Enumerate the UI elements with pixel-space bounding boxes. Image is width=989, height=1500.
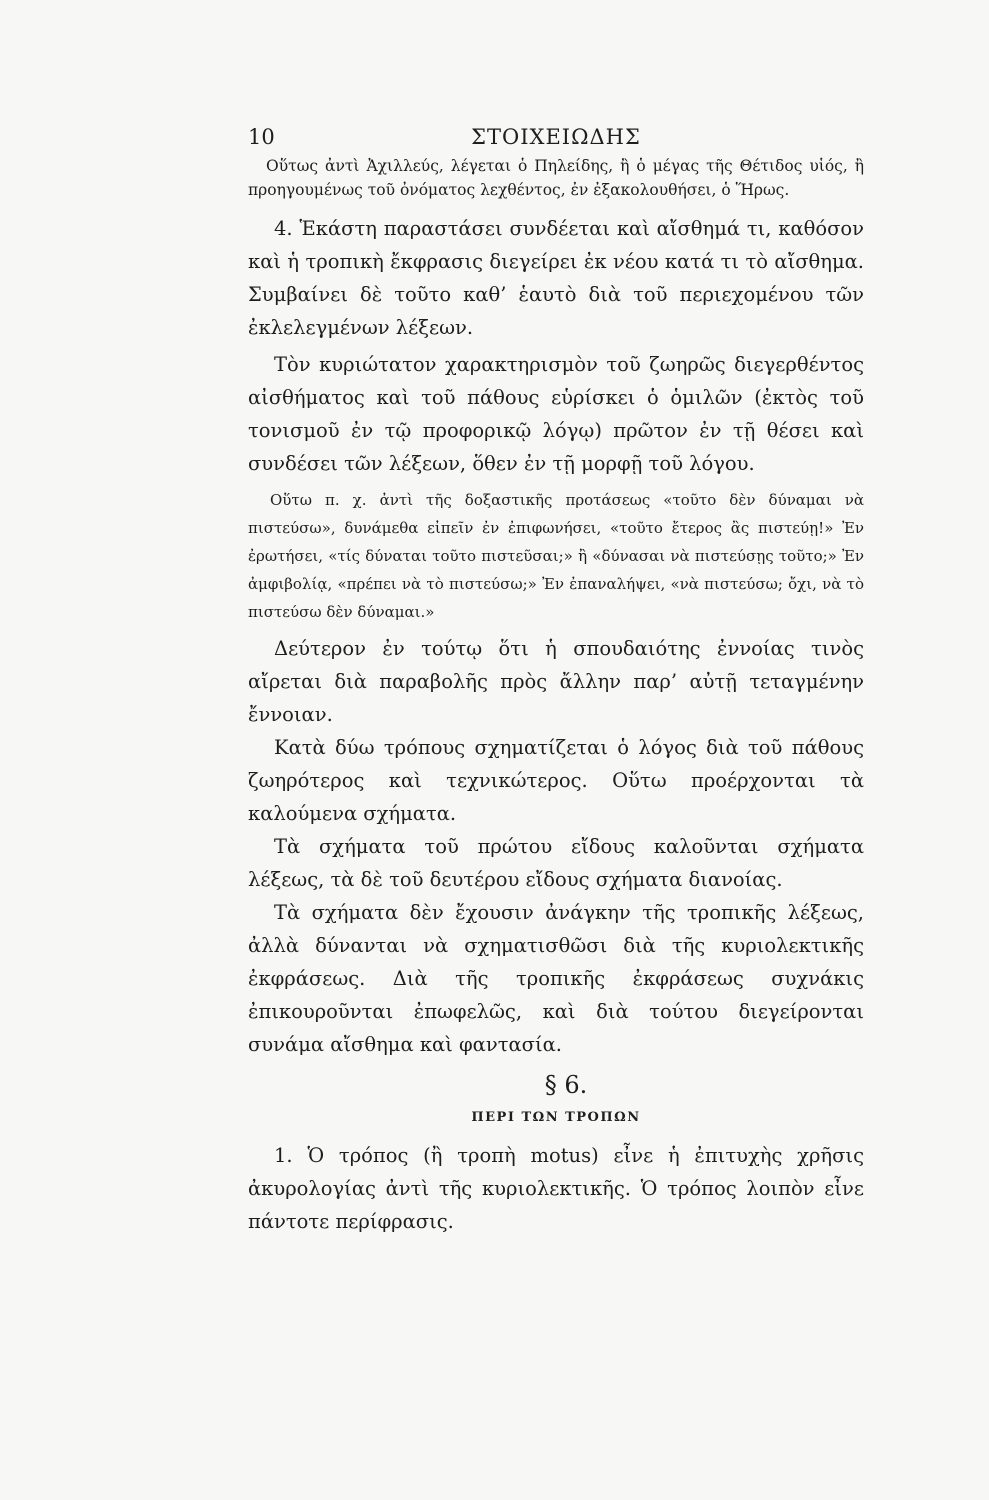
page-header-title: ΣΤΟΙΧΕΙΩΔΗΣ xyxy=(471,125,641,149)
running-head xyxy=(248,120,864,154)
paragraph-second-comparison: Δεύτερον ἐν τούτῳ ὅτι ἡ σπουδαιότης ἐννοίας τινὸς αἴρεται διὰ παραβολῆς πρὸς ἄλλην παρ’ αὐτῇ τεταγμένην ἔννοιαν. xyxy=(248,637,864,726)
paragraph-trope-definition: 1. Ὁ τρόπος (ἢ τροπὴ motus) εἶνε ἡ ἐπιτυχὴς χρῆσις ἀκυρολογίας ἀντὶ τῆς κυριολεκτικῆς. Ὁ τρόπος λοιπὸν εἶνε πάντοτε περίφρασις. xyxy=(248,1144,864,1233)
book-page xyxy=(248,120,864,1238)
paragraph-4-feeling: 4. Ἑκάστη παραστάσει συνδέεται καὶ αἴσθημά τι, καθόσον καὶ ἡ τροπικὴ ἔκφρασις διεγείρει ἐκ νέου κατά τι τὸ αἴσθημα. Συμβαίνει δὲ τοῦτο καθ’ ἑαυτὸ διὰ τοῦ περιεχομένου τῶν ἐκλελεγμένων λέξεων. xyxy=(248,217,864,339)
section-mark: § 6. xyxy=(544,1071,588,1099)
paragraph-examples-quotes: Οὕτω π. χ. ἀντὶ τῆς δοξαστικῆς προτάσεως «τοῦτο δὲν δύναμαι νὰ πιστεύσω», δυνάμεθα εἰπεῖν ἐν ἐπιφωνήσει, «τοῦτο ἔτερος ἂς πιστεύῃ!» Ἐν ἐρωτήσει, «τίς δύναται τοῦτο πιστεῦσαι;» ἢ «δύνασαι νὰ πιστεύσῃς τοῦτο;» Ἐν ἀμφιβολίᾳ, «πρέπει νὰ τὸ πιστεύσω;» Ἐν ἐπαναλήψει, «νὰ πιστεύσω; ὄχι, νὰ τὸ πιστεύσω δὲν δύναμαι.» xyxy=(248,491,864,621)
paragraph-achilles-example: Οὕτως ἀντὶ Ἀχιλλεύς, λέγεται ὁ Πηλείδης, ἢ ὁ μέγας τῆς Θέτιδος υἱός, ἢ προηγουμένως τοῦ ὀνόματος λεχθέντος, ἐν ἐξακολουθήσει, ὁ Ἥρως. xyxy=(248,157,864,199)
section-title: ΠΕΡΙ ΤΩΝ ΤΡΟΠΩΝ xyxy=(471,1110,641,1125)
paragraph-characterization: Τὸν κυριώτατον χαρακτηρισμὸν τοῦ ζωηρῶς διεγερθέντος αἰσθήματος καὶ τοῦ πάθους εὑρίσκει ὁ ὁμιλῶν (ἐκτὸς τοῦ τονισμοῦ ἐν τῷ προφορικῷ λόγῳ) πρῶτον ἐν τῇ θέσει καὶ συνδέσει τῶν λέξεων, ὅθεν ἐν τῇ μορφῇ τοῦ λόγου. xyxy=(248,353,864,475)
page-number: 10 xyxy=(248,125,275,149)
paragraph-figures-kinds: Τὰ σχήματα τοῦ πρώτου εἴδους καλοῦνται σχήματα λέξεως, τὰ δὲ τοῦ δευτέρου εἴδους σχήματα διανοίας. xyxy=(248,835,864,891)
paragraph-figures-need: Τὰ σχήματα δὲν ἔχουσιν ἀνάγκην τῆς τροπικῆς λέξεως, ἀλλὰ δύνανται νὰ σχηματισθῶσι διὰ τῆς κυριολεκτικῆς ἐκφράσεως. Διὰ τῆς τροπικῆς ἐκφράσεως συχνάκις ἐπικουροῦνται ἐπωφελῶς, καὶ διὰ τούτου διεγείρονται συνάμα αἴσθημα καὶ φαντασία. xyxy=(248,901,864,1056)
paragraph-two-ways: Κατὰ δύω τρόπους σχηματίζεται ὁ λόγος διὰ τοῦ πάθους ζωηρότερος καὶ τεχνικώτερος. Οὕτω προέρχονται τὰ καλούμενα σχήματα. xyxy=(248,736,864,825)
